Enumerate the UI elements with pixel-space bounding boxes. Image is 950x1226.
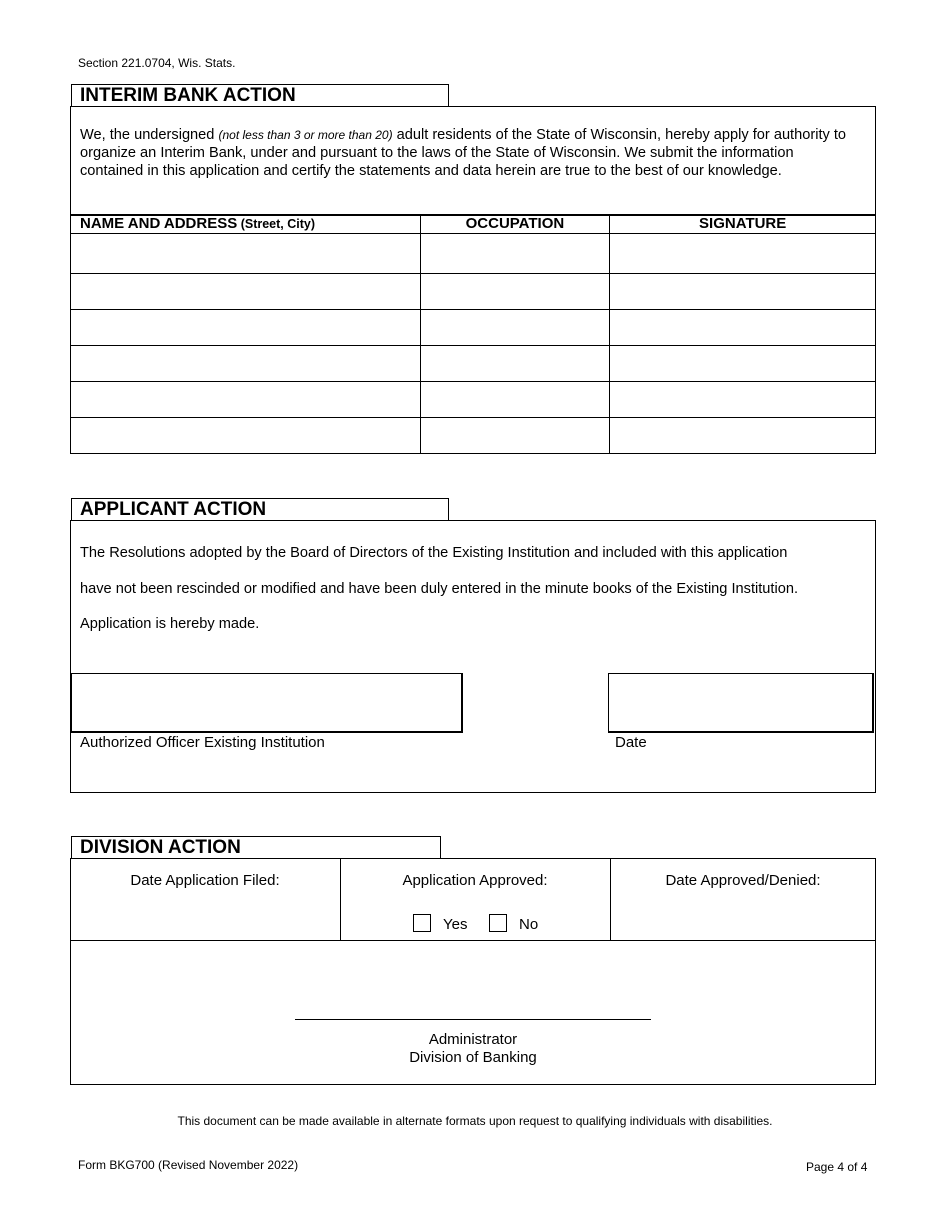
signature-cell[interactable] — [610, 382, 876, 418]
name-address-cell[interactable] — [71, 382, 421, 418]
page-number: Page 4 of 4 — [806, 1160, 868, 1174]
table-row — [71, 310, 876, 346]
applicant-section-title: APPLICANT ACTION — [71, 498, 449, 521]
table-row — [71, 346, 876, 382]
occupation-cell[interactable] — [420, 274, 610, 310]
interim-section-title: INTERIM BANK ACTION — [71, 84, 449, 107]
table-row — [71, 418, 876, 454]
division-divider — [340, 858, 341, 941]
application-approved-label: Application Approved: — [402, 872, 548, 889]
name-address-cell[interactable] — [71, 346, 421, 382]
column-header-name-address: NAME AND ADDRESS (Street, City) — [71, 215, 421, 234]
interim-statement: We, the undersigned (not less than 3 or more than 20) adult residents of the State of Wisconsin, hereby apply for authority to organize an Interim Bank, under and pursuant to the laws of the State of Wisconsin. We submit the information contained in this application and certify the statements and data herein are true to the best of our knowledge. — [80, 127, 847, 179]
administrator-signature-line[interactable] — [295, 1019, 651, 1020]
occupation-cell[interactable] — [420, 234, 610, 274]
table-row — [71, 234, 876, 274]
accessibility-notice: This document can be made available in alternate formats upon request to qualifying individuals with disabilities. — [177, 1114, 773, 1128]
signature-cell[interactable] — [610, 234, 876, 274]
division-divider — [70, 940, 876, 941]
date-decided-label: Date Approved/Denied: — [665, 872, 821, 889]
occupation-cell[interactable] — [420, 310, 610, 346]
applicant-statement-line-3: Application is hereby made. — [80, 616, 260, 632]
interim-statement-limit: (not less than 3 or more than 20) — [218, 128, 393, 142]
form-identifier: Form BKG700 (Revised November 2022) — [78, 1158, 299, 1172]
approved-yes-checkbox[interactable] — [413, 914, 431, 932]
applicant-date-field[interactable] — [608, 673, 874, 733]
name-address-cell[interactable] — [71, 418, 421, 454]
table-row — [71, 382, 876, 418]
signature-cell[interactable] — [610, 274, 876, 310]
signature-cell[interactable] — [610, 346, 876, 382]
approved-yes-label: Yes — [443, 916, 468, 933]
approved-no-checkbox[interactable] — [489, 914, 507, 932]
signature-cell[interactable] — [610, 310, 876, 346]
occupation-cell[interactable] — [420, 346, 610, 382]
applicant-statement-line-1: The Resolutions adopted by the Board of Directors of the Existing Institution and included with this application — [80, 545, 788, 561]
table-row — [71, 274, 876, 310]
name-address-cell[interactable] — [71, 274, 421, 310]
date-filed-label: Date Application Filed: — [130, 872, 280, 889]
applicant-date-label: Date — [615, 734, 647, 751]
signature-cell[interactable] — [610, 418, 876, 454]
division-of-banking-label: Division of Banking — [409, 1049, 537, 1066]
column-header-signature: SIGNATURE — [610, 215, 876, 234]
administrator-title: Administrator — [428, 1031, 518, 1048]
occupation-cell[interactable] — [420, 382, 610, 418]
authorized-officer-field[interactable] — [71, 673, 463, 733]
statute-reference: Section 221.0704, Wis. Stats. — [78, 56, 236, 70]
authorized-officer-label: Authorized Officer Existing Institution — [80, 734, 325, 751]
approved-no-label: No — [519, 916, 539, 933]
division-divider — [610, 858, 611, 941]
occupation-cell[interactable] — [420, 418, 610, 454]
name-address-cell[interactable] — [71, 234, 421, 274]
division-section-title: DIVISION ACTION — [71, 836, 441, 859]
interim-signature-table — [70, 214, 876, 454]
name-address-cell[interactable] — [71, 310, 421, 346]
column-header-occupation: OCCUPATION — [420, 215, 610, 234]
applicant-statement-line-2: have not been rescinded or modified and have been duly entered in the minute books of the Existing Institution. — [80, 581, 798, 597]
